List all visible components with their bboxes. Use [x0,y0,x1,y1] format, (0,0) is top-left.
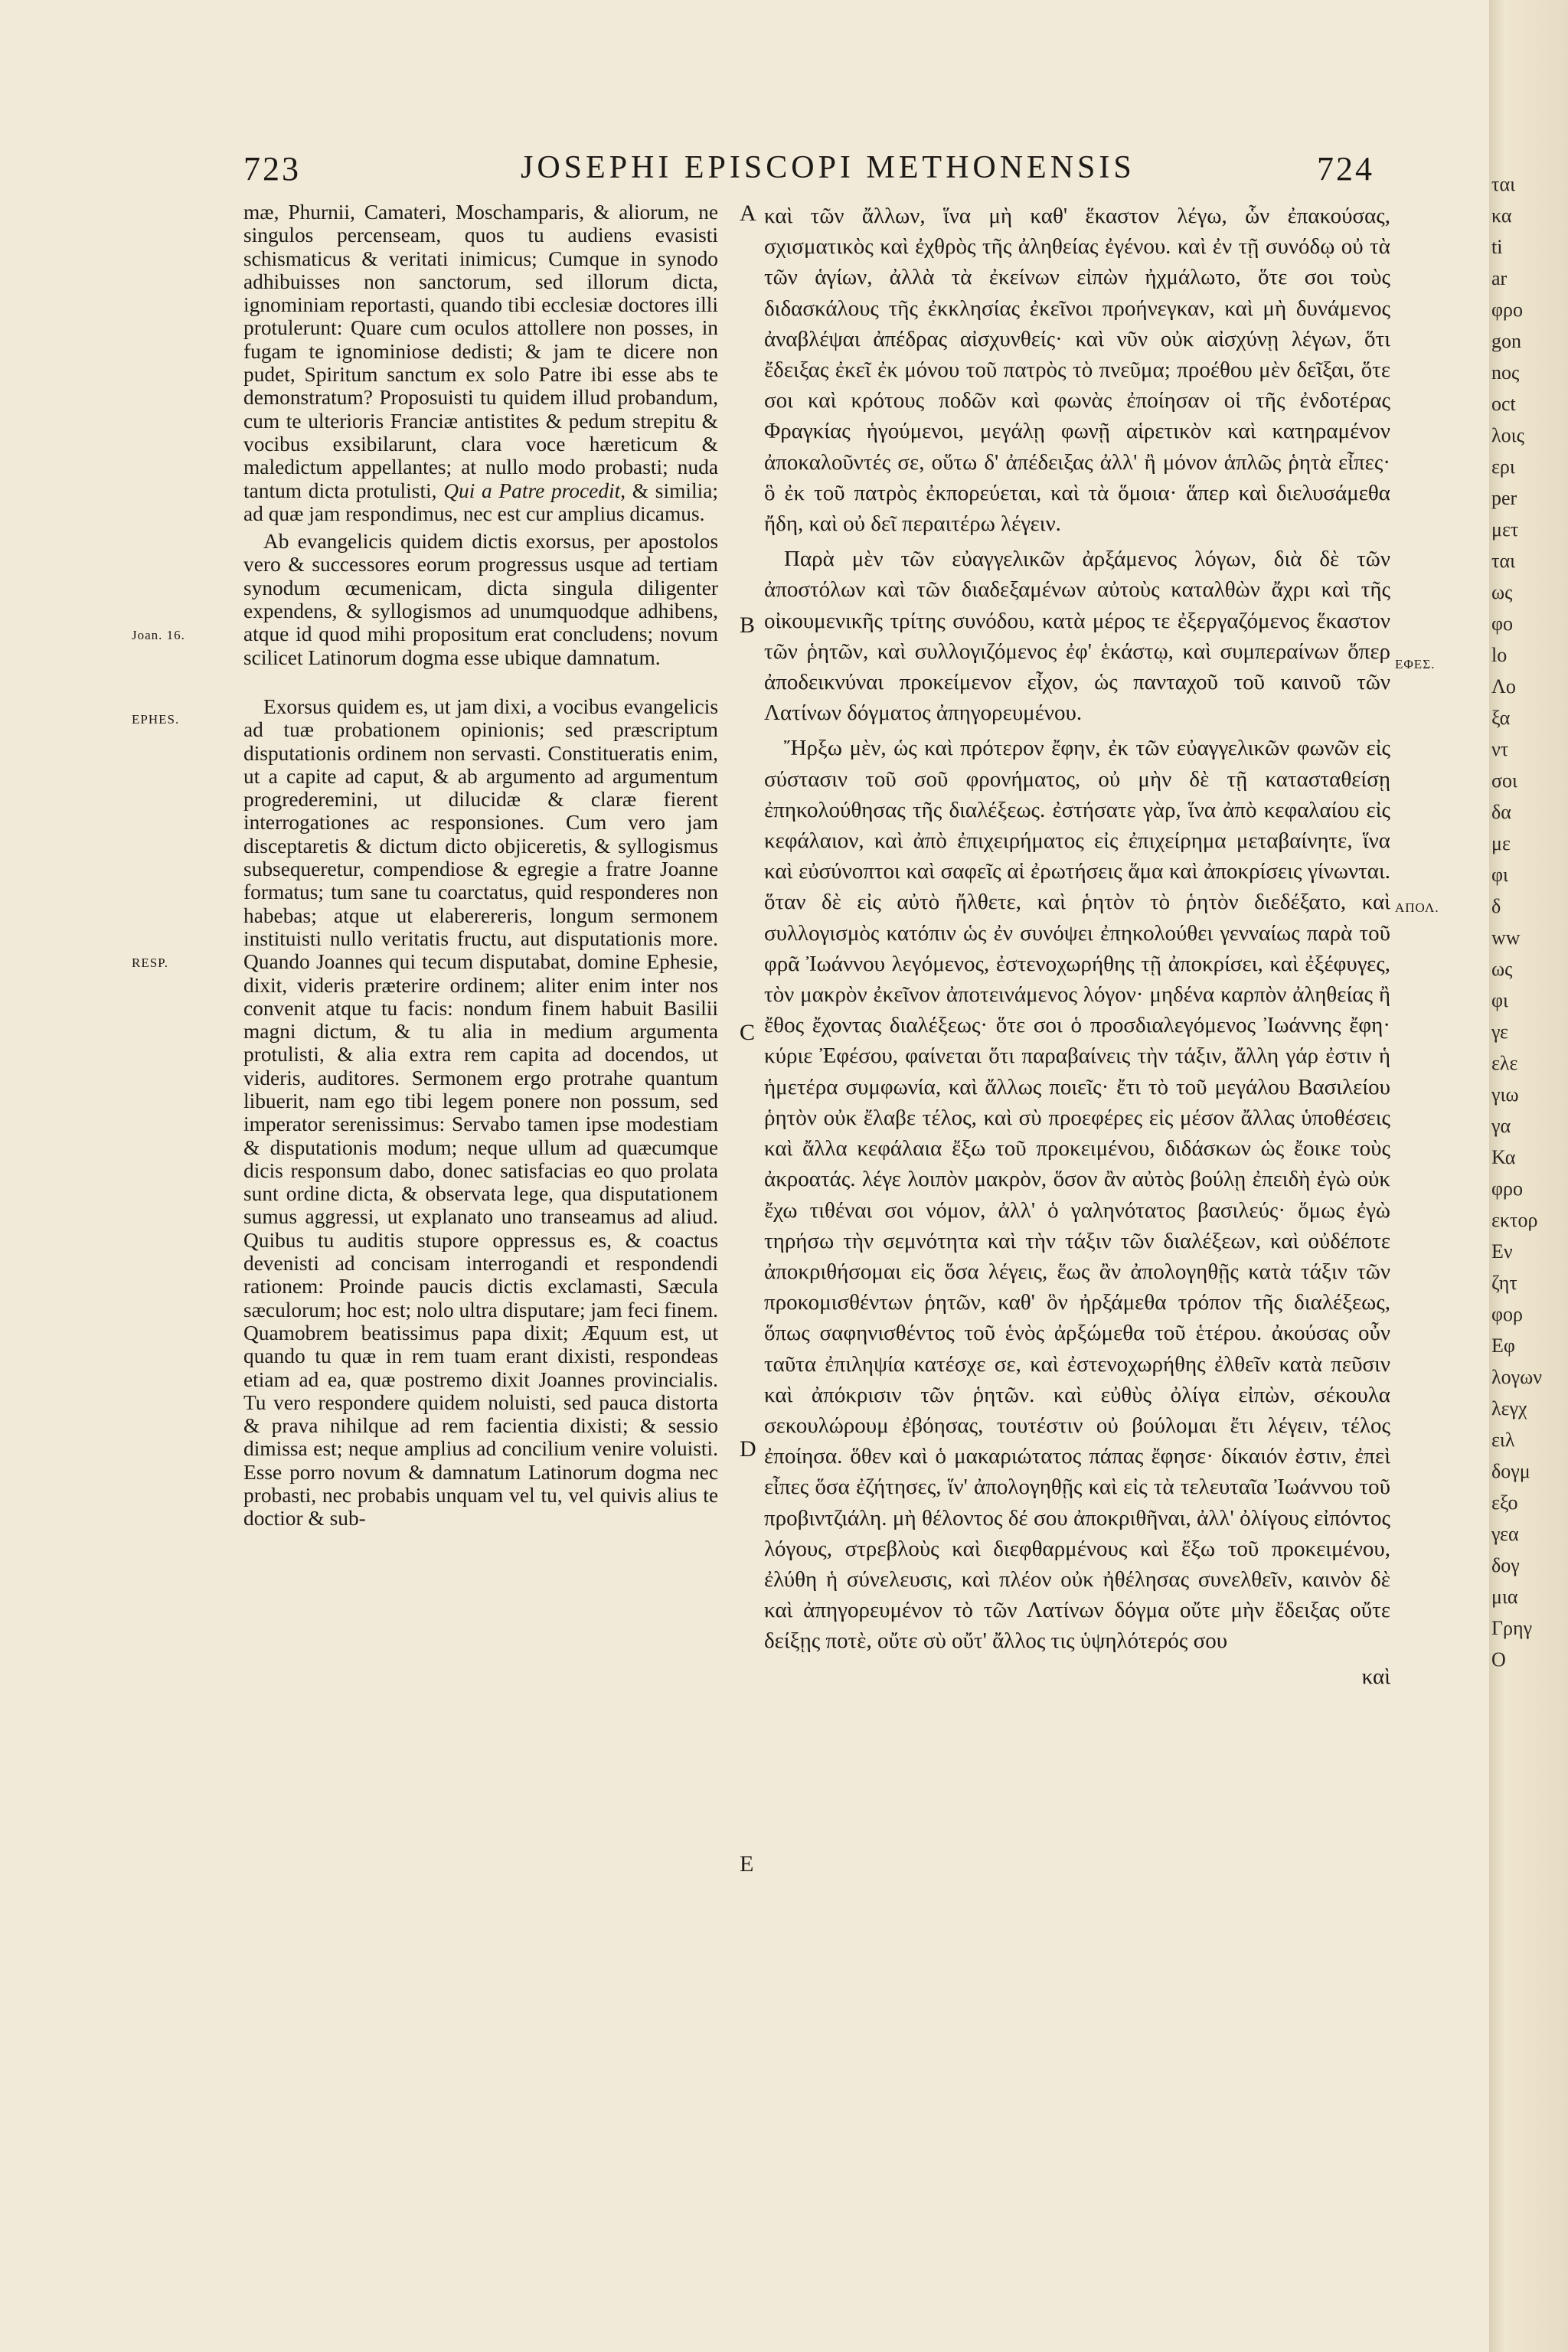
section-letter-d: D [740,1436,756,1462]
section-letter-b: B [740,612,756,638]
margin-note-resp: RESP. [132,956,168,970]
latin-paragraph-3: Exorsus quidem es, ut jam dixi, a vocibus evangelicis ad tuæ probationem opinionis; sed præscriptum disputationis ordinem non servasti. Constitueratis enim, ut a capite ad caput, & ab argumento ad argumentum progrederemini, ut dilucidæ & claræ fierent interrogationes ac responsiones. Cum vero jam disceptaretis & dictum dicto objiceretis, & syllogismus subsequeretur, compendiose & egregie a fratre Joanne formatus; tum sane tu coarctatus, quid responderes non habebas; atque ut elaberereris, longum sermonem instituisti nullo veritatis fructu, aut disputationis more. Quando Joannes qui tecum disputabat, domine Ephesie, dixit, videris præterire ordinem; aliter enim inter nos convenit atque tu facis: nondum finem habuit Basilii magni dictum, & tu alia in medium argumenta protulisti, & alia extra rem capita ad docendos, ut videris, auditores. Sermonem ergo protrahe quantum libuerit, nam ego tibi legem ponere non possum, sed imperator serenissimus: Servabo tamen ipse modestiam & disputationis modum; neque ullum ad quæcumque dicis responsum dabo, donec satisfacias eo quo prolata sunt ordine dicta, & observata lege, qua disputationem sumus aggressi, ut explanato uno transeamus ad aliud. Quibus tu auditis stupore oppressus es, & coactus devenisti ad concisam interrogandi et respondendi rationem: Proinde paucis dictis exclamasti, Sæcula sæculorum; hoc est; nolo ultra disputare; jam feci finem. Quamobrem beatissimus papa dixit; Æquum est, ut quando tu quæ in rem tuam erant dixisti, respondeas etiam ad ea, quæ postremo dixit Joannes provincialis. Tu vero respondere quidem noluisti, sed pauca distorta & prava nihilque ad rem facientia dixisti; & sessio dimissa est; neque amplius ad concilium venire voluisti. Esse porro novum & damnatum Latinorum dogma nec probasti, nec probabis unquam vel tu, vel quivis alius te doctior & sub- [243,694,718,1530]
margin-note-joan: Joan. 16. [132,628,185,642]
adjacent-page-line: ζητ [1491,1272,1517,1294]
adjacent-page-line: ww [1491,926,1521,949]
adjacent-page-line: κα [1491,204,1512,227]
adjacent-page-line: Κα [1491,1146,1516,1168]
greek-paragraph-1: καὶ τῶν ἄλλων, ἵνα μὴ καθ' ἕκαστον λέγω, ὧν ἐπακούσας, σχισματικὸς καὶ ἐχθρὸς τῆς ἀληθείας ἐγένου. καὶ ἐν τῇ συνόδῳ οὐ τὰ τῶν ἁγίων, ἀλλὰ τὰ ἐκείνων εἰπὼν ἠχμάλωτο, ὅτε σοι τοὺς διδασκάλους τῆς ἐκκλησίας ἐκεῖνοι προήνεγκαν, καὶ μὴ δυνάμενος ἀναβλέψαι ἀπέδρας αἰσχυνθείς· καὶ νῦν οὐκ αἰσχύνῃ λέγων, ὅτι ἔδειξας ἐκεῖ ἐκ μόνου τοῦ πατρὸς τὸ πνεῦμα; προέθου μὲν δεῖξαι, ὅτε σοι καὶ κρότους ποδῶν καὶ φωνὰς ἐποίησαν οἱ τῆς ἐνδοτέρας Φραγκίας ἡγούμενοι, μεγάλῃ φωνῇ αἱρετικὸν καὶ κατηραμένον ἀποκαλοῦντές σε, οὕτω δ' ἀπέδειξας ἀλλ' ἢ μόνον ἁπλῶς ῥητὰ εἶπες· ὃ ἐκ τοῦ πατρὸς ἐκπορεύεται, καὶ τὰ ὅμοια· ἅπερ καὶ διελυσάμεθα ἤδη, καὶ οὐ δεῖ περαιτέρω λέγειν. [764,204,1390,537]
adjacent-page-text [1491,168,1568,1675]
latin-paragraph-2: Ab evangelicis quidem dictis exorsus, per apostolos vero & successores eorum progressus usque ad tertiam synodum œcumenicam, dicta singula diligenter expendens, & syllogismos ad unumquodque adhibens, atque id quod mihi propositum erat concludens; novum scilicet Latinorum dogma esse ubique damnatum. [243,530,718,669]
adjacent-page-line: lo [1491,644,1508,666]
adjacent-page-line: ξα [1491,707,1511,729]
adjacent-page-line: δα [1491,801,1511,823]
adjacent-page-line: φι [1491,989,1509,1011]
adjacent-page-line: δ [1491,895,1501,917]
adjacent-page-line: noς [1491,361,1520,384]
latin-quote: Qui a Patre procedit [443,479,621,502]
adjacent-page-line: γε [1491,1021,1508,1043]
adjacent-page-line: μια [1491,1586,1518,1608]
adjacent-page-line: φορ [1491,1303,1523,1325]
adjacent-page-line: Εφ [1491,1334,1515,1357]
page-number-left: 723 [243,150,301,188]
running-title: JOSEPHI EPISCOPI METHONENSIS [521,150,1135,185]
greek-column [764,201,1390,1697]
adjacent-page-line: oct [1491,393,1516,415]
adjacent-page-line: ti [1491,236,1503,258]
adjacent-page-line: εξο [1491,1491,1518,1514]
greek-paragraph-3: Ἤρξω μὲν, ὡς καὶ πρότερον ἔφην, ἐκ τῶν εὐαγγελικῶν φωνῶν εἰς σύστασιν τοῦ σοῦ φρονήματος, οὐ μὴν δὲ τῇ κατασταθείσῃ ἐπηκολούθησας τῆς διαλέξεως. ἐστήσατε γὰρ, ἵνα ἀπὸ κεφαλαίου εἰς κεφάλαιον, καὶ ἀπὸ ἐπιχειρήματος εἰς ἐπιχείρημα μεταβαίνητε, ἵνα καὶ εὐσύνοπτοι καὶ σαφεῖς αἱ ἐρωτήσεις ἅμα καὶ ἀποκρίσεις γίνωνται. ὅταν δὲ εἰς αὐτὸ ἤλθετε, καὶ ῥητὸν τὸ ῥητὸν διεδέξατο, καὶ συλλογισμὸς κατόπιν ὡς ἐν συνόψει ἐπηκολούθει γενναίως παρὰ τοῦ φρᾶ Ἰωάννου λεγόμενος, ἐστενοχωρήθης τῇ ἀποκρίσει, καὶ ἐξέφυγες, τὸν μακρὸν ἐκεῖνον ἀποτεινάμενος λόγον· μηδένα καρπὸν ἀληθείας ἢ ἔθος ἔχοντας διαλέξεως· ὅτε σοι ὁ προσδιαλεγόμενος Ἰωάννης ἔφη· κύριε Ἐφέσου, φαίνεται ὅτι παραβαίνεις τὴν τάξιν, ἄλλη γάρ ἐστιν ἡ ἡμετέρα συμφωνία, καὶ ἄλλως ποιεῖς· ἔτι τὸ τοῦ μεγάλου Βασιλείου ῥητὸν οὐκ ἔλαβε τέλος, καὶ σὺ προεφέρες εἰς μέσον ἄλλας ὑποθέσεις καὶ ἄλλα κεφάλαια ἔξω τοῦ προκειμένου, διδάσκων ὡς ἔοικε τοὺς ἀκροατάς. λέγε λοιπὸν μακρὸν, ὅσον ἂν αὐτὸς βούλῃ ἐπειδὴ ἐγὼ οὐκ ἔχω τιθέναι σοι νόμον, ἀλλ' ὁ γαληνότατος βασιλεύς· ὅμως ἐγὼ τηρήσω τὴν σεμνότητα καὶ τὴν τάξιν τῶν διαλέξεων, καὶ οὐδέποτε ἀποκριθήσομαι εἰς ὅσα λέγεις, ἕως ἂν ἀπολογηθῇς κατὰ τάξιν τῶν προκομισθέντων ῥητῶν, καθ' ὃν ἠρξάμεθα τρόπον τῆς διαλέξεως, ὅπως σαφηνισθέντος τοῦ ἑνὸς ἀρξώμεθα τοῦ ἑτέρου. ἀκούσας οὖν ταῦτα ἐπιληψία κατέσχε σε, καὶ ἐστενοχωρήθης ἐλθεῖν κατὰ πεῦσιν καὶ ἀπόκρισιν τῶν ῥητῶν. καὶ εὐθὺς ὀλίγα εἰπὼν, σέκουλα σεκουλώρουμ ἐβόησας, τουτέστιν οὐ βούλομαι ἔτι λέγειν, τέλος ἐποίησα. ὅθεν καὶ ὁ μακαριώτατος πάπας ἔφησε· δίκαιόν ἐστιν, ἐπεὶ εἶπες ὅσα ἐζήτησες, ἵν' ἀπολογηθῇς καὶ εἰς τὰ τελευταῖα Ἰωάννου τοῦ προβιντζιάλη. μὴ θέλοντος δέ σου ἀποκριθῆναι, ἀλλ' ὀλίγους εἰπόντος λόγους, στρεβλοὺς καὶ διεφθαρμένους καὶ ἔξω τοῦ προκειμένου, ἐλύθη ἡ σύνελευσις, καὶ πλέον οὐκ ἠθέλησας συνελθεῖν, καινὸν δὲ καὶ ἀπηγορευμένον τὸ τῶν Λατίνων δόγμα οὔτε μὴν ἔδειξας οὔτε δείξῃς ποτὲ, οὔτε σὺ οὔτ' ἄλλος τις ὑψηλότερός σου [764,736,1390,1654]
adjacent-page-line: γιω [1491,1083,1519,1106]
adjacent-page-line: gon [1491,330,1521,352]
adjacent-page-line: Εν [1491,1240,1513,1263]
catchword: καὶ [1361,1664,1390,1689]
adjacent-page-line: γα [1491,1115,1511,1137]
adjacent-page-line: Γρηγ [1491,1617,1533,1639]
adjacent-page-line: φι [1491,864,1509,886]
latin-paragraph-1: mæ, Phurnii, Camateri, Moschamparis, & aliorum, ne singulos percenseam, quos tu audiens evasisti schismaticus & veritati inimicus; Cumque in synodo adhibuisses non sanctorum, sed illorum dicta, ignominiam reportasti, quando tibi ecclesiæ doctores illi protulerunt: Quare cum oculos attollere non posses, in fugam te ignominiose dedisti; & jam te dicere non pudet, Spiritum sanctum ex solo Patre ibi esse abs te demonstratum? Proposuisti tu quidem illud probandum, cum te ulterioris Franciæ antistites & pedum strepitu & vocibus exsibilarunt, clara voce hæreticum & maledictum appellantes; at nullo modo probasti; nuda tantum dicta protulisti, Qui a Patre procedit, & similia; ad quæ jam respondimus, nec est cur amplius dicamus. [243,201,718,525]
adjacent-page-line: γεα [1491,1523,1519,1545]
adjacent-page-line: λεγχ [1491,1397,1527,1419]
adjacent-page-line: εκτορ [1491,1209,1538,1231]
adjacent-page-line: per [1491,487,1517,509]
adjacent-page-line: ται [1491,550,1516,572]
adjacent-page-line: με [1491,832,1511,854]
adjacent-page-line: δογ [1491,1554,1520,1576]
adjacent-page-line: ar [1491,267,1508,289]
section-letter-c: C [740,1020,756,1045]
adjacent-page-line: ερι [1491,456,1515,478]
latin-column [243,201,718,1535]
adjacent-page-line: δογμ [1491,1460,1530,1482]
page-number-right: 724 [1317,150,1374,188]
adjacent-page-line: φρο [1491,1178,1523,1200]
margin-note-ephes: EPHES. [132,712,180,727]
adjacent-page-line: ται [1491,173,1516,195]
margin-note-ephes-greek: ΕΦΕΣ. [1395,657,1436,671]
adjacent-page-line: Ο [1491,1648,1506,1671]
adjacent-page-line: ντ [1491,738,1509,760]
adjacent-page-line: Λο [1491,675,1516,697]
adjacent-page-line: ειλ [1491,1429,1515,1451]
adjacent-page-line: φο [1491,612,1514,635]
adjacent-page-line: λογων [1491,1366,1542,1388]
adjacent-page-line: μετ [1491,518,1519,541]
adjacent-page-line: ελε [1491,1052,1518,1074]
section-letter-e: E [740,1851,754,1877]
margin-note-apol: ΑΠΟΛ. [1395,900,1439,915]
section-letter-a: A [740,201,756,226]
adjacent-page-line: λοις [1491,424,1524,446]
adjacent-page-line: ως [1491,581,1513,603]
adjacent-page-line: ως [1491,958,1513,980]
adjacent-page-line: σοι [1491,769,1518,792]
adjacent-page-line: φρο [1491,299,1523,321]
greek-paragraph-2: Παρὰ μὲν τῶν εὐαγγελικῶν ἀρξάμενος λόγων, διὰ δὲ τῶν ἀποστόλων καὶ τῶν διαδεξαμένων αὐτοὺς καταλθὼν ἄχρι καὶ τῆς οἰκουμενικῆς τρίτης συνόδου, κατὰ μέρος τε ἐξεργαζόμενος ἕκαστον τῶν ῥητῶν, καὶ συλλογιζόμενος ἐφ' ἑκάστῳ, καὶ συμπεραίνων ὅπερ ἀποδεικνύναι προκείμενον εἶχον, ὡς πανταχοῦ τοῦ καινοῦ τῶν Λατίνων δόγματος ἀπηγορευμένου. [764,547,1390,726]
